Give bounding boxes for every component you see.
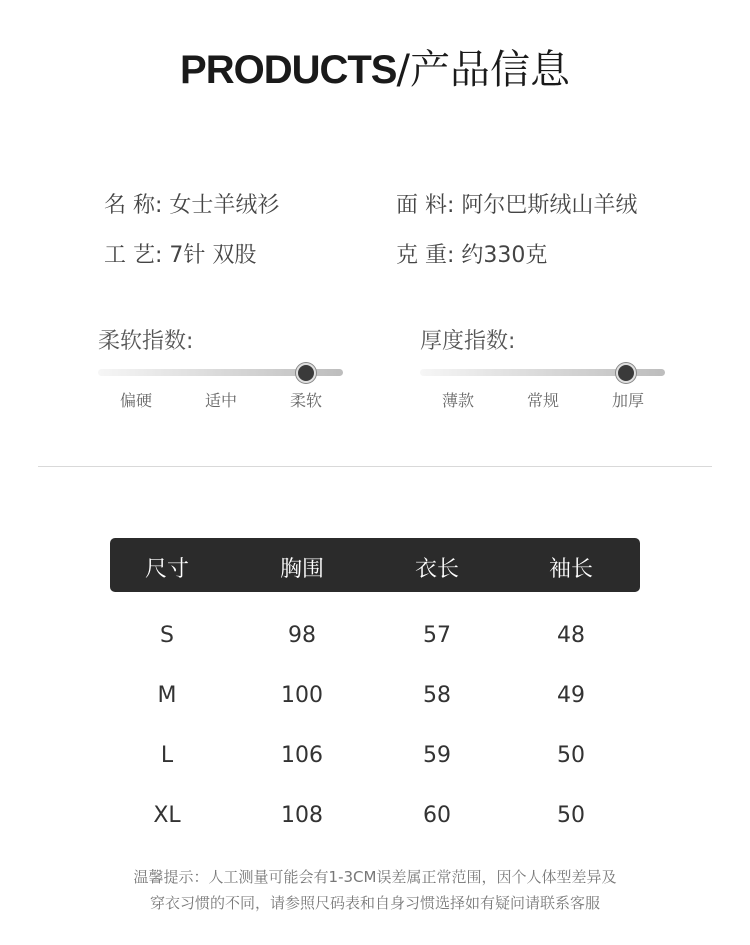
page-title	[0, 38, 750, 95]
cell-sleeve: 49	[557, 683, 585, 708]
softness-label: 柔软指数:	[98, 329, 194, 354]
cell-size: XL	[153, 803, 181, 828]
cell-length: 60	[423, 803, 451, 828]
title-zh: 产品信息	[409, 47, 570, 93]
thickness-tick-mid: 常规	[526, 391, 559, 410]
info-craft: 工 艺: 7针 双股	[104, 243, 257, 268]
header-sleeve: 袖长	[548, 557, 593, 582]
cell-size: L	[160, 743, 174, 768]
cell-sleeve: 50	[557, 803, 585, 828]
size-table-header	[110, 538, 640, 592]
section-divider	[38, 466, 712, 467]
note-line-1: 温馨提示：人工测量可能会有1-3CM误差属正常范围，因个人体型差异及	[133, 868, 617, 886]
cell-chest: 106	[281, 743, 323, 768]
cell-size: S	[160, 623, 174, 648]
cell-chest: 98	[288, 623, 316, 648]
cell-length: 59	[423, 743, 451, 768]
header-size: 尺寸	[144, 557, 189, 582]
thickness-tick-high: 加厚	[611, 391, 644, 410]
softness-knob	[296, 363, 316, 383]
cell-length: 57	[423, 623, 451, 648]
note-line-2: 穿衣习惯的不同，请参照尺码表和自身习惯选择如有疑问请联系客服	[149, 894, 600, 912]
info-material: 面 料: 阿尔巴斯绒山羊绒	[396, 193, 638, 218]
info-weight: 克 重: 约330克	[396, 243, 548, 268]
cell-sleeve: 48	[557, 623, 585, 648]
cell-size: M	[157, 683, 177, 708]
softness-tick-high: 柔软	[289, 391, 322, 410]
thickness-tick-low: 薄款	[441, 391, 474, 410]
thickness-label: 厚度指数:	[420, 329, 516, 354]
softness-tick-low: 偏硬	[119, 391, 152, 410]
softness-tick-mid: 适中	[204, 391, 237, 410]
header-length: 衣长	[414, 557, 459, 582]
cell-chest: 108	[281, 803, 323, 828]
title-en: PRODUCTS	[180, 48, 397, 92]
title-separator: /	[396, 47, 410, 93]
cell-length: 58	[423, 683, 451, 708]
cell-sleeve: 50	[557, 743, 585, 768]
cell-chest: 100	[281, 683, 323, 708]
header-chest: 胸围	[279, 557, 324, 582]
thickness-knob	[616, 363, 636, 383]
info-name: 名 称: 女士羊绒衫	[104, 193, 280, 218]
